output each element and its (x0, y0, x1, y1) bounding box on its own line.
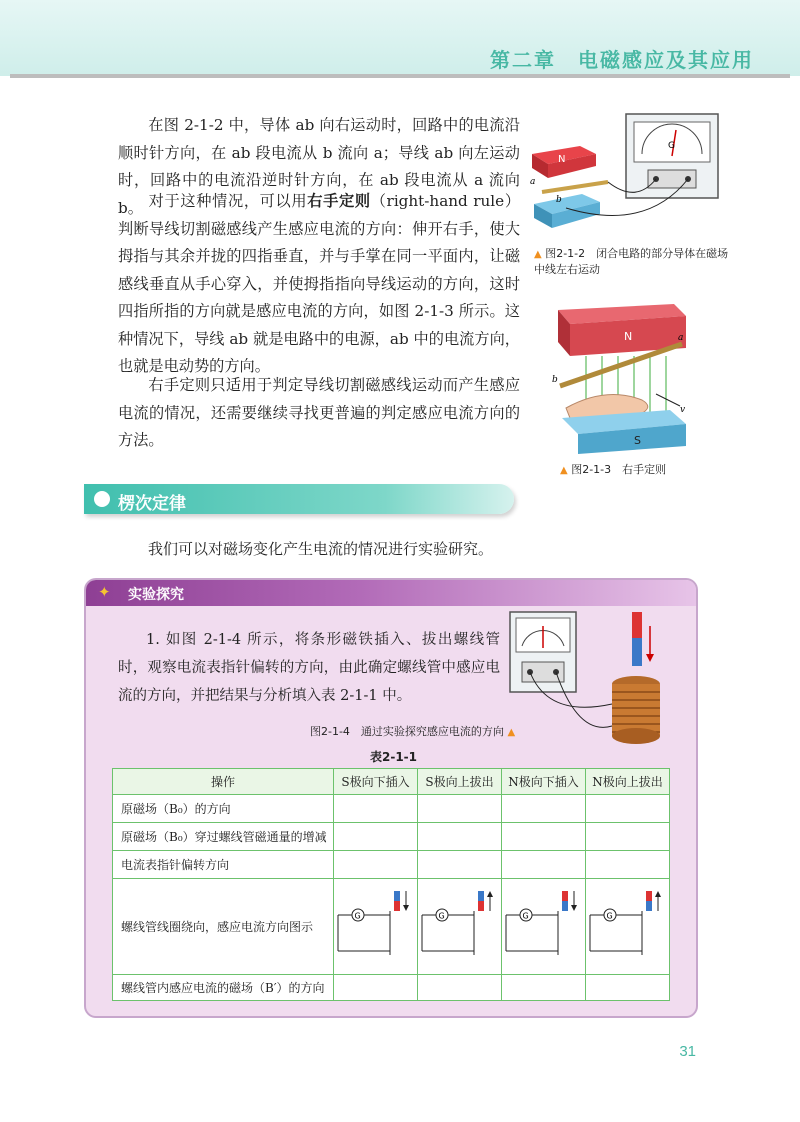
experiment-title: 实验探究 (128, 587, 184, 603)
table-row (113, 879, 670, 975)
galvanometer-icon: G (438, 911, 445, 921)
section-intro: 我们可以对磁场变化产生电流的情况进行实验研究。 (148, 540, 494, 558)
galvanometer-label: G (668, 141, 675, 151)
answer-cell[interactable] (585, 851, 669, 879)
row-label: 原磁场（B₀）的方向 (113, 795, 334, 823)
rod-b-label: b (556, 195, 562, 205)
magnet-n-label-2: N (624, 330, 633, 343)
row-label: 电流表指针偏转方向 (113, 851, 334, 879)
coil-diagram-cell[interactable] (502, 879, 586, 975)
figure-2-1-3-caption: ▲ 图2-1-3 右手定则 (560, 463, 667, 476)
page-number: 31 (679, 1043, 696, 1060)
coil-diagram-cell[interactable] (418, 879, 502, 975)
answer-cell[interactable] (585, 823, 669, 851)
velocity-label: v (680, 405, 686, 415)
answer-cell[interactable] (585, 795, 669, 823)
experiment-table (112, 768, 670, 1001)
paragraph-2-text-a: 对于这种情况，可以用 (148, 192, 308, 210)
answer-cell[interactable] (502, 795, 586, 823)
chapter-title: 第二章 电磁感应及其应用 (490, 48, 754, 72)
answer-cell[interactable] (334, 795, 418, 823)
coil-diagram-cell[interactable] (334, 879, 418, 975)
table-header-cell: N极向上拔出 (585, 769, 669, 795)
figure-2-1-2-caption-text: 图2-1-2 闭合电路的部分导体在磁场中线左右运动 (534, 247, 729, 276)
paragraph-3 (118, 372, 520, 455)
paragraph-2-text-c: （right-hand rule）判断导线切割磁感线产生感应电流的方向：伸开右手，使大拇指与其余并拢的四指垂直，并与手掌在同一平面内，让磁感线垂直从手心穿入，并使拇指指向导线运动的方向，这时四指所指的方向就是感应电流的方向，如图 2-1-3 所示。这种情况下，导线 ab 就是电路中的电源，ab 中的电流方向，也就是电动势的方向。 (118, 192, 521, 375)
figure-2-1-2 (526, 108, 726, 240)
experiment-star-icon: ✦ (98, 583, 111, 601)
table-header-cell: 操作 (113, 769, 334, 795)
answer-cell[interactable] (418, 851, 502, 879)
table-row (113, 851, 670, 879)
galvanometer-icon: G (606, 911, 613, 921)
galvanometer-icon: G (522, 911, 529, 921)
rod-a-label: a (530, 177, 536, 187)
table-row (113, 795, 670, 823)
answer-cell[interactable] (418, 975, 502, 1001)
magnet-s-label: S (634, 434, 641, 447)
rod-a-label-2: a (678, 333, 684, 343)
right-hand-rule-term: 右手定则 (307, 192, 371, 210)
answer-cell[interactable] (585, 975, 669, 1001)
section-title: 楞次定律 (118, 494, 186, 514)
row-label: 原磁场（B₀）穿过螺线管磁通量的增减 (113, 823, 334, 851)
coil-diagram-cell[interactable] (585, 879, 669, 975)
table-header-cell: S极向上拔出 (418, 769, 502, 795)
table-header-cell: N极向下插入 (502, 769, 586, 795)
row-label: 螺线管内感应电流的磁场（B′）的方向 (113, 975, 334, 1001)
table-row (113, 823, 670, 851)
table-title: 表2-1-1 (370, 750, 418, 764)
experiment-text (118, 626, 500, 710)
table-header-row (113, 769, 670, 795)
table-row (113, 975, 670, 1001)
paragraph-2 (118, 188, 520, 381)
row-label: 螺线管线圈绕向，感应电流方向图示 (113, 879, 334, 975)
rod-b-label-2: b (552, 375, 558, 385)
answer-cell[interactable] (334, 975, 418, 1001)
experiment-text-body: 1. 如图 2-1-4 所示，将条形磁铁插入、拔出螺线管时，观察电流表指针偏转的方向，由此确定螺线管中感应电流的方向，并把结果与分析填入表 2-1-1 中。 (118, 632, 500, 704)
paragraph-1-text: 在图 2-1-2 中，导体 ab 向右运动时，回路中的电流沿顺时针方向，在 ab 段电流从 b 流向 a；导线 ab 向左运动时，回路中的电流沿逆时针方向，在 ab 段电流从 a 流向 b。 (118, 116, 520, 217)
figure-2-1-3-caption-text: 图2-1-3 右手定则 (571, 463, 667, 476)
figure-2-1-3 (546, 300, 696, 456)
magnet-n-label: N (558, 154, 566, 165)
figure-2-1-4-caption: 图2-1-4 通过实验探究感应电流的方向 ▲ (310, 725, 516, 738)
answer-cell[interactable] (418, 795, 502, 823)
galvanometer-icon: G (354, 911, 361, 921)
section-bullet-icon (94, 491, 110, 507)
table-header-cell: S极向下插入 (334, 769, 418, 795)
answer-cell[interactable] (502, 823, 586, 851)
figure-2-1-2-caption: ▲ 图2-1-2 闭合电路的部分导体在磁场中线左右运动 (534, 247, 729, 276)
answer-cell[interactable] (334, 823, 418, 851)
answer-cell[interactable] (334, 851, 418, 879)
header-rule (10, 74, 790, 78)
figure-2-1-4 (508, 608, 674, 748)
figure-2-1-4-caption-text: 图2-1-4 通过实验探究感应电流的方向 (310, 725, 504, 738)
answer-cell[interactable] (418, 823, 502, 851)
answer-cell[interactable] (502, 975, 586, 1001)
paragraph-3-text: 右手定则只适用于判定导线切割磁感线运动而产生感应电流的情况，还需要继续寻找更普遍的判定感应电流方向的方法。 (118, 376, 520, 449)
answer-cell[interactable] (502, 851, 586, 879)
